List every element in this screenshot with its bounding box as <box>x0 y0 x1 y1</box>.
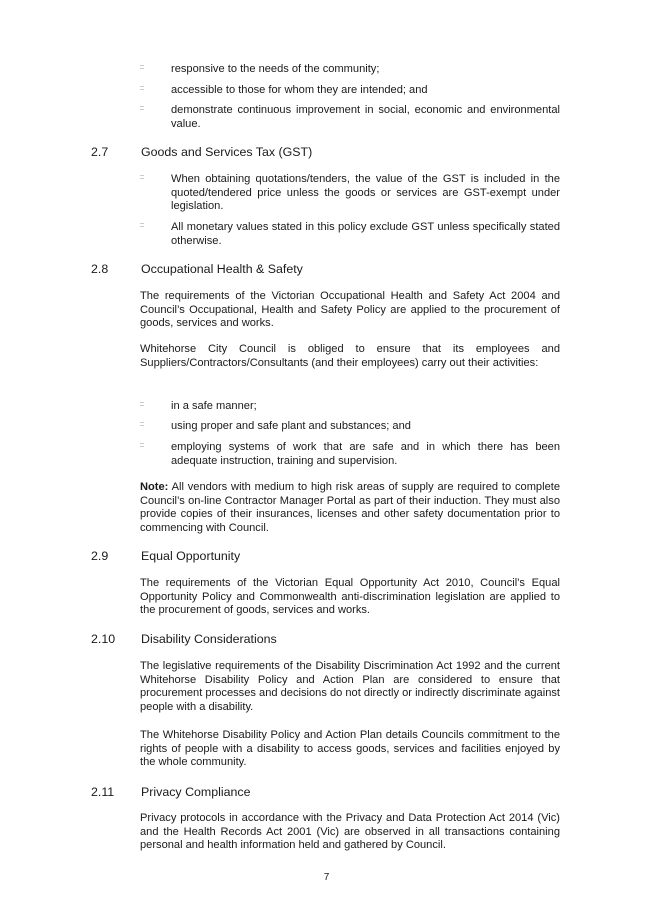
bullet-icon: :: <box>140 105 144 112</box>
paragraph: Whitehorse City Council is obliged to ensure that its employees and Suppliers/Contractors/Consultants (and their employees) carry out their activities: <box>140 343 560 369</box>
list-item: :: in a safe manner; <box>140 400 257 412</box>
section-heading: 2.7 Goods and Services Tax (GST) <box>91 145 313 159</box>
list-item: :: accessible to those for whom they are intended; and <box>140 84 428 96</box>
section-heading: 2.9 Equal Opportunity <box>91 549 241 563</box>
paragraph: The Whitehorse Disability Policy and Action Plan details Councils commitment to the rights of people with a disability to access goods, services and facilities enjoyed by the whole community. <box>140 729 560 769</box>
list-item: :: responsive to the needs of the community; <box>140 63 380 75</box>
list-item: :: When obtaining quotations/tenders, the value of the GST is included in the quoted/tendered price unless the goods or services are GST-exempt under legislation. <box>140 173 560 213</box>
paragraph: The requirements of the Victorian Equal Opportunity Act 2010, Council’s Equal Opportunity Policy and Commonwealth anti-discrimination legislation are applied to the procurement of goods, services and works. <box>140 577 560 617</box>
section-heading: 2.11 Privacy Compliance <box>91 785 251 799</box>
section-heading: 2.10 Disability Considerations <box>91 632 277 646</box>
list-item: :: All monetary values stated in this policy exclude GST unless specifically stated otherwise. <box>140 221 560 247</box>
bullet-icon: :: <box>140 174 144 181</box>
bullet-icon: :: <box>140 442 144 449</box>
paragraph: The legislative requirements of the Disability Discrimination Act 1992 and the current Whitehorse Disability Policy and Action Plan are considered to ensure that procurement processes and decisions do not directly or indirectly discriminate against people with a disability. <box>140 660 560 713</box>
bullet-icon: :: <box>140 222 144 229</box>
note-label: Note: <box>140 481 169 493</box>
page-number: 7 <box>323 872 330 883</box>
note-paragraph: Note: All vendors with medium to high risk areas of supply are required to complete Council’s on-line Contractor Manager Portal as part of their induction. They must also provide copies of their insurances, licenses and other safety documentation prior to commencing with Council. <box>140 481 560 534</box>
bullet-icon: :: <box>140 85 144 92</box>
bullet-icon: :: <box>140 401 144 408</box>
bullet-icon: :: <box>140 64 144 71</box>
paragraph: Privacy protocols in accordance with the Privacy and Data Protection Act 2014 (Vic) and the Health Records Act 2001 (Vic) are observed in all transactions containing personal and health information held and gathered by Council. <box>140 812 560 852</box>
bullet-icon: :: <box>140 421 144 428</box>
list-item: :: employing systems of work that are safe and in which there has been adequate instruction, training and supervision. <box>140 441 560 467</box>
list-item: :: demonstrate continuous improvement in social, economic and environmental value. <box>140 104 560 130</box>
list-item: :: using proper and safe plant and substances; and <box>140 420 411 432</box>
paragraph: The requirements of the Victorian Occupational Health and Safety Act 2004 and Council’s Occupational, Health and Safety Policy are applied to the procurement of goods, services and works. <box>140 290 560 330</box>
section-heading: 2.8 Occupational Health & Safety <box>91 262 303 276</box>
